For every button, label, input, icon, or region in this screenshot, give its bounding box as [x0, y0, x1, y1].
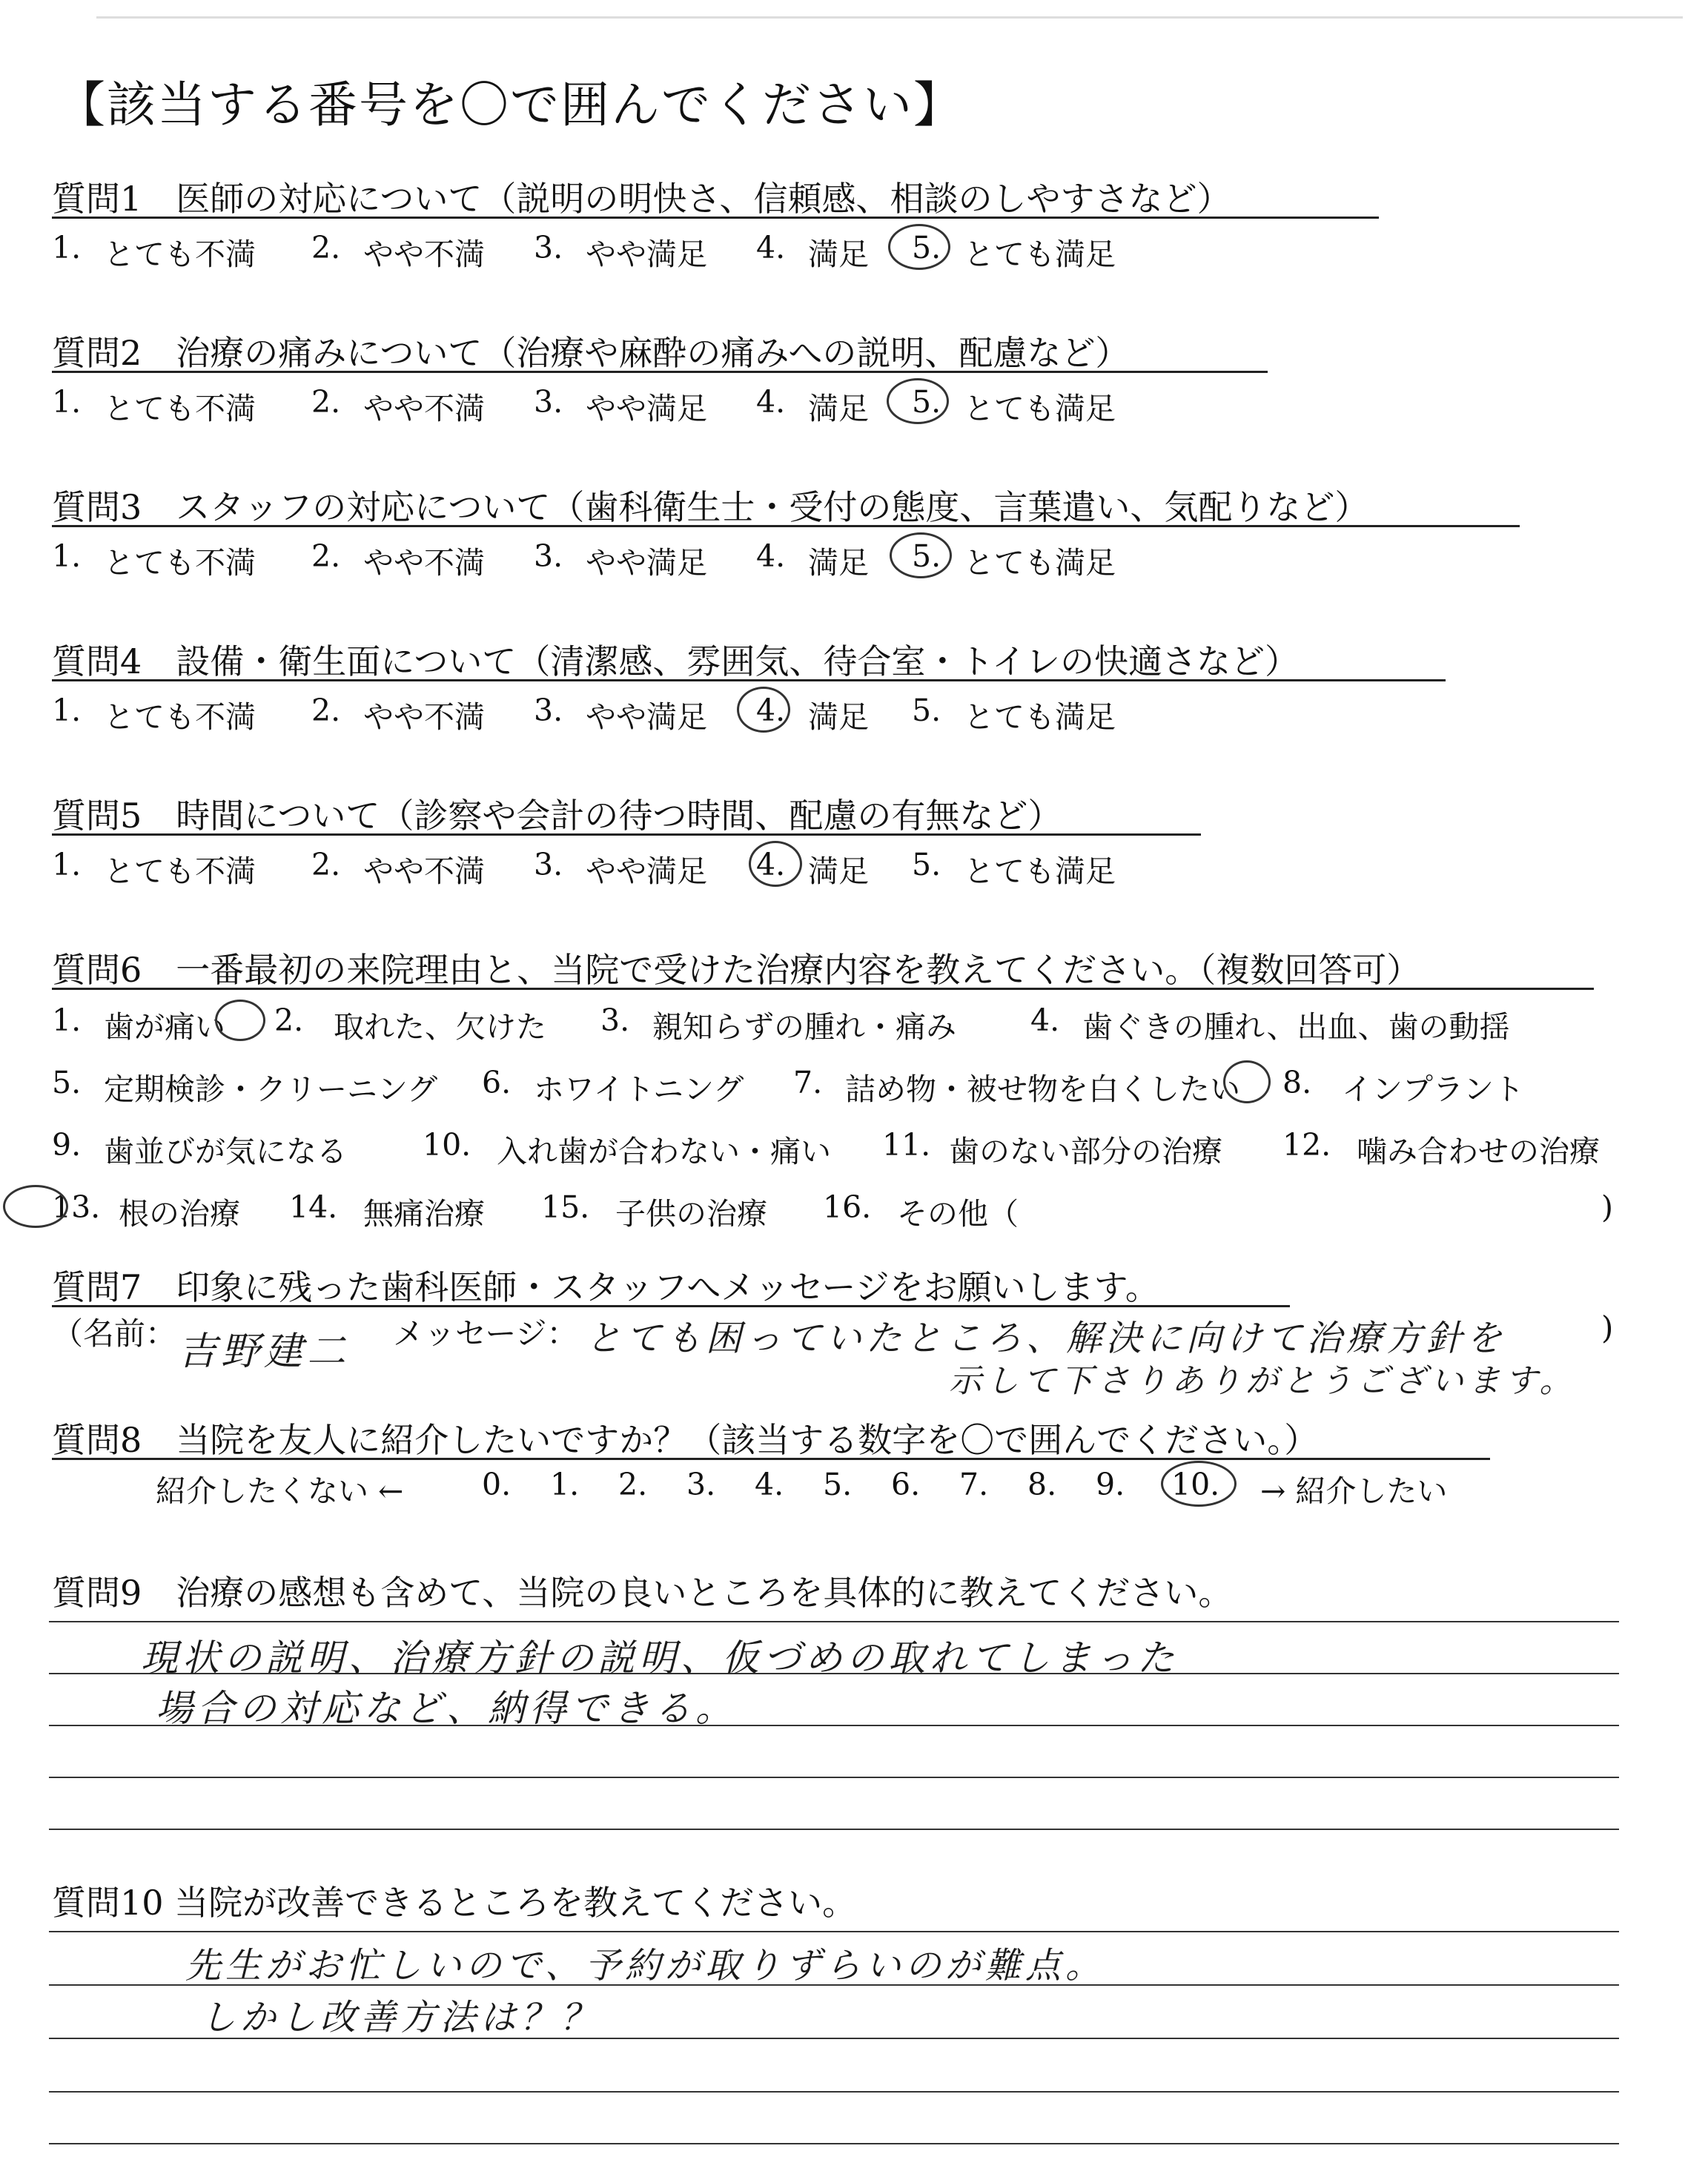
q6-opt8-circle	[1223, 1060, 1271, 1103]
q8-scale-6[interactable]: 6.	[891, 1467, 921, 1502]
q5-opt1-num[interactable]: 1.	[52, 847, 82, 882]
q5-opt4-num[interactable]: 4.	[756, 847, 786, 882]
q4-opt3-num[interactable]: 3.	[534, 693, 563, 728]
q5-opt3-label: やや満足	[586, 853, 707, 889]
q6-opt10-num[interactable]: 10.	[423, 1127, 471, 1163]
q10-answer-line2-text[interactable]: しかし改善方法は？？	[200, 1997, 601, 2038]
q6-opt1-label: 歯が痛い	[104, 1009, 225, 1045]
q5-opt2-label: やや不満	[363, 853, 485, 889]
q6-opt16-label: その他（	[897, 1196, 1019, 1232]
q6-opt2-label: 取れた、欠けた	[334, 1009, 546, 1045]
q1-opt1-label: とても不満	[104, 237, 256, 272]
q4-opt1-num[interactable]: 1.	[52, 693, 82, 728]
q6-opt8-label: インプラント	[1342, 1071, 1524, 1107]
q9-answer-line-5	[49, 1829, 1619, 1830]
q7-close-paren: )	[1601, 1309, 1614, 1346]
q1-underline	[52, 217, 1379, 219]
q2-opt4-label: 満足	[808, 391, 869, 426]
q7-title: 質問7 印象に残った歯科医師・スタッフへメッセージをお願いします。	[52, 1267, 1159, 1307]
q3-opt3-num[interactable]: 3.	[534, 538, 563, 574]
q3-opt2-num[interactable]: 2.	[311, 538, 341, 574]
q9-answer-line1-text[interactable]: 現状の説明、治療方針の説明、仮づめの取れてしまった	[141, 1636, 1179, 1680]
q6-opt15-num[interactable]: 15.	[541, 1189, 590, 1225]
q4-underline	[52, 679, 1446, 681]
q1-opt2-num[interactable]: 2.	[311, 230, 341, 265]
q2-opt2-num[interactable]: 2.	[311, 384, 341, 420]
q1-selected-circle	[888, 224, 950, 270]
q5-opt3-num[interactable]: 3.	[534, 847, 563, 882]
q5-selected-circle	[749, 841, 802, 887]
q1-opt3-label: やや満足	[586, 237, 707, 272]
q7-name-label: （名前：	[52, 1315, 177, 1352]
q8-title: 質問8 当院を友人に紹介したいですか？（該当する数字を〇で囲んでください。）	[52, 1420, 1319, 1460]
q2-opt5-label: とても満足	[964, 391, 1116, 426]
q6-underline	[52, 988, 1594, 990]
q8-selected-circle	[1161, 1461, 1237, 1507]
q6-opt2-num[interactable]: 2.	[274, 1003, 304, 1038]
q1-title: 質問1 医師の対応について（説明の明快さ、信頼感、相談のしやすさなど）	[52, 179, 1231, 219]
q9-answer-line2-text[interactable]: 場合の対応など、納得できる。	[156, 1687, 737, 1730]
q6-opt3-label: 親知らずの腫れ・痛み	[652, 1009, 956, 1045]
scan-top-edge	[96, 16, 1683, 19]
q6-opt9-num[interactable]: 9.	[52, 1127, 82, 1163]
q3-opt1-num[interactable]: 1.	[52, 538, 82, 574]
q8-scale-left-label: 紹介したくない ←	[156, 1473, 404, 1509]
q6-opt12-num[interactable]: 12.	[1282, 1127, 1331, 1163]
q5-title: 質問5 時間について（診察や会計の待つ時間、配慮の有無など）	[52, 796, 1062, 836]
q2-title: 質問2 治療の痛みについて（治療や麻酔の痛みへの説明、配慮など）	[52, 333, 1130, 373]
q6-opt6-label: ホワイトニング	[534, 1071, 744, 1107]
q4-opt2-label: やや不満	[363, 699, 485, 735]
q1-opt5-label: とても満足	[964, 237, 1116, 272]
q6-opt5-label: 定期検診・クリーニング	[104, 1071, 438, 1107]
q6-opt4-label: 歯ぐきの腫れ、出血、歯の動揺	[1082, 1009, 1510, 1045]
q4-selected-circle	[737, 687, 790, 733]
q6-opt4-num[interactable]: 4.	[1030, 1003, 1060, 1038]
q4-opt5-label: とても満足	[964, 699, 1116, 735]
q5-opt5-num[interactable]: 5.	[912, 847, 941, 882]
q1-opt4-num[interactable]: 4.	[756, 230, 786, 265]
q6-opt7-num[interactable]: 7.	[793, 1065, 823, 1100]
q1-opt4-label: 満足	[808, 237, 869, 272]
q3-title: 質問3 スタッフの対応について（歯科衛生士・受付の態度、言葉遣い、気配りなど）	[52, 487, 1369, 527]
q8-scale-3[interactable]: 3.	[686, 1467, 716, 1502]
q3-opt4-num[interactable]: 4.	[756, 538, 786, 574]
q4-opt4-label: 満足	[808, 699, 869, 735]
q6-opt7-label: 詰め物・被せ物を白くしたい	[845, 1071, 1240, 1107]
q4-opt1-label: とても不満	[104, 699, 256, 735]
q10-answer-line-5	[49, 2143, 1619, 2144]
q6-opt14-num[interactable]: 14.	[289, 1189, 338, 1225]
q3-opt5-num[interactable]: 5.	[912, 538, 941, 574]
q6-opt10-label: 入れ歯が合わない・痛い	[497, 1134, 831, 1169]
q2-opt1-label: とても不満	[104, 391, 256, 426]
q7-message-label: メッセージ：	[393, 1315, 578, 1352]
q7-message-line2[interactable]: 示して下さりありがとうございます。	[949, 1362, 1577, 1400]
q6-opt14-label: 無痛治療	[363, 1196, 485, 1232]
q6-opt6-num[interactable]: 6.	[482, 1065, 512, 1100]
q3-underline	[52, 525, 1520, 527]
form-heading: 【該当する番号を〇で囲んでください】	[56, 76, 964, 133]
q2-opt4-num[interactable]: 4.	[756, 384, 786, 420]
q8-scale-5[interactable]: 5.	[823, 1467, 853, 1502]
q6-title: 質問6 一番最初の来院理由と、当院で受けた治療内容を教えてください。（複数回答可）	[52, 950, 1421, 990]
q5-opt4-label: 満足	[808, 853, 869, 889]
q8-scale-7[interactable]: 7.	[959, 1467, 989, 1502]
q10-answer-line-4	[49, 2091, 1619, 2093]
q8-scale-2[interactable]: 2.	[618, 1467, 648, 1502]
q6-opt12-label: 噛み合わせの治療	[1357, 1134, 1600, 1169]
q9-answer-line-4	[49, 1777, 1619, 1778]
q5-opt1-label: とても不満	[104, 853, 256, 889]
q3-opt4-label: 満足	[808, 545, 869, 581]
q6-opt11-label: 歯のない部分の治療	[949, 1134, 1222, 1169]
q4-opt4-num[interactable]: 4.	[756, 693, 786, 728]
q9-answer-line-1	[49, 1621, 1619, 1622]
q6-opt1-num[interactable]: 1.	[52, 1003, 82, 1038]
q6-opt2-circle	[215, 1000, 265, 1041]
q5-opt2-num[interactable]: 2.	[311, 847, 341, 882]
q1-opt1-num[interactable]: 1.	[52, 230, 82, 265]
q6-opt5-num[interactable]: 5.	[52, 1065, 82, 1100]
q2-opt3-num[interactable]: 3.	[534, 384, 563, 420]
q8-scale	[482, 1467, 1260, 1511]
q6-opt13-num[interactable]: 13.	[52, 1189, 101, 1225]
q5-underline	[52, 833, 1201, 836]
q8-scale-1[interactable]: 1.	[550, 1467, 580, 1502]
q8-underline	[52, 1458, 1490, 1460]
q10-title: 質問10 当院が改善できるところを教えてください。	[52, 1883, 857, 1923]
q6-opt11-num[interactable]: 11.	[882, 1127, 931, 1163]
q6-opt15-label: 子供の治療	[615, 1196, 767, 1232]
q8-scale-9[interactable]: 9.	[1096, 1467, 1125, 1502]
q4-opt2-num[interactable]: 2.	[311, 693, 341, 728]
q10-answer-line1-text[interactable]: 先生がお忙しいので、予約が取りずらいのが難点。	[185, 1945, 1106, 1986]
q4-opt5-num[interactable]: 5.	[912, 693, 941, 728]
q7-message-line1[interactable]: とても困っていたところ、解決に向けて治療方針を	[586, 1318, 1507, 1359]
q6-opt13-label: 根の治療	[119, 1196, 240, 1232]
q6-opt8-num[interactable]: 8.	[1282, 1065, 1312, 1100]
q8-scale-0[interactable]: 0.	[482, 1467, 512, 1502]
q2-selected-circle	[887, 378, 949, 424]
q5-opt5-label: とても満足	[964, 853, 1116, 889]
q4-opt3-label: やや満足	[586, 699, 707, 735]
q3-opt5-label: とても満足	[964, 545, 1116, 581]
q2-opt5-num[interactable]: 5.	[912, 384, 941, 420]
q8-scale-right-label: → 紹介したい	[1260, 1473, 1448, 1509]
q2-underline	[52, 371, 1268, 373]
q1-opt2-label: やや不満	[363, 237, 485, 272]
q1-opt5-num[interactable]: 5.	[912, 230, 941, 265]
q2-opt1-num[interactable]: 1.	[52, 384, 82, 420]
q8-scale-10[interactable]: 10.	[1171, 1467, 1220, 1502]
q10-answer-line-1	[49, 1931, 1619, 1932]
q7-underline	[52, 1305, 1290, 1307]
q6-opt9-label: 歯並びが気になる	[104, 1134, 347, 1169]
q3-opt3-label: やや満足	[586, 545, 707, 581]
q6-opt13-circle	[3, 1185, 68, 1228]
q6-opt16-num[interactable]: 16.	[823, 1189, 872, 1225]
q9-title: 質問9 治療の感想も含めて、当院の良いところを具体的に教えてください。	[52, 1573, 1233, 1613]
q6-other-close-paren: )	[1601, 1189, 1613, 1225]
q8-scale-8[interactable]: 8.	[1027, 1467, 1057, 1502]
q3-opt2-label: やや不満	[363, 545, 485, 581]
q2-opt2-label: やや不満	[363, 391, 485, 426]
q8-scale-4[interactable]: 4.	[755, 1467, 784, 1502]
q6-opt3-num[interactable]: 3.	[600, 1003, 630, 1038]
q2-opt3-label: やや満足	[586, 391, 707, 426]
q3-selected-circle	[890, 532, 952, 578]
q7-name-handwritten[interactable]: 吉野建二	[178, 1330, 351, 1374]
q4-title: 質問4 設備・衛生面について（清潔感、雰囲気、待合室・トイレの快適さなど）	[52, 641, 1300, 681]
q1-opt3-num[interactable]: 3.	[534, 230, 563, 265]
q3-opt1-label: とても不満	[104, 545, 256, 581]
